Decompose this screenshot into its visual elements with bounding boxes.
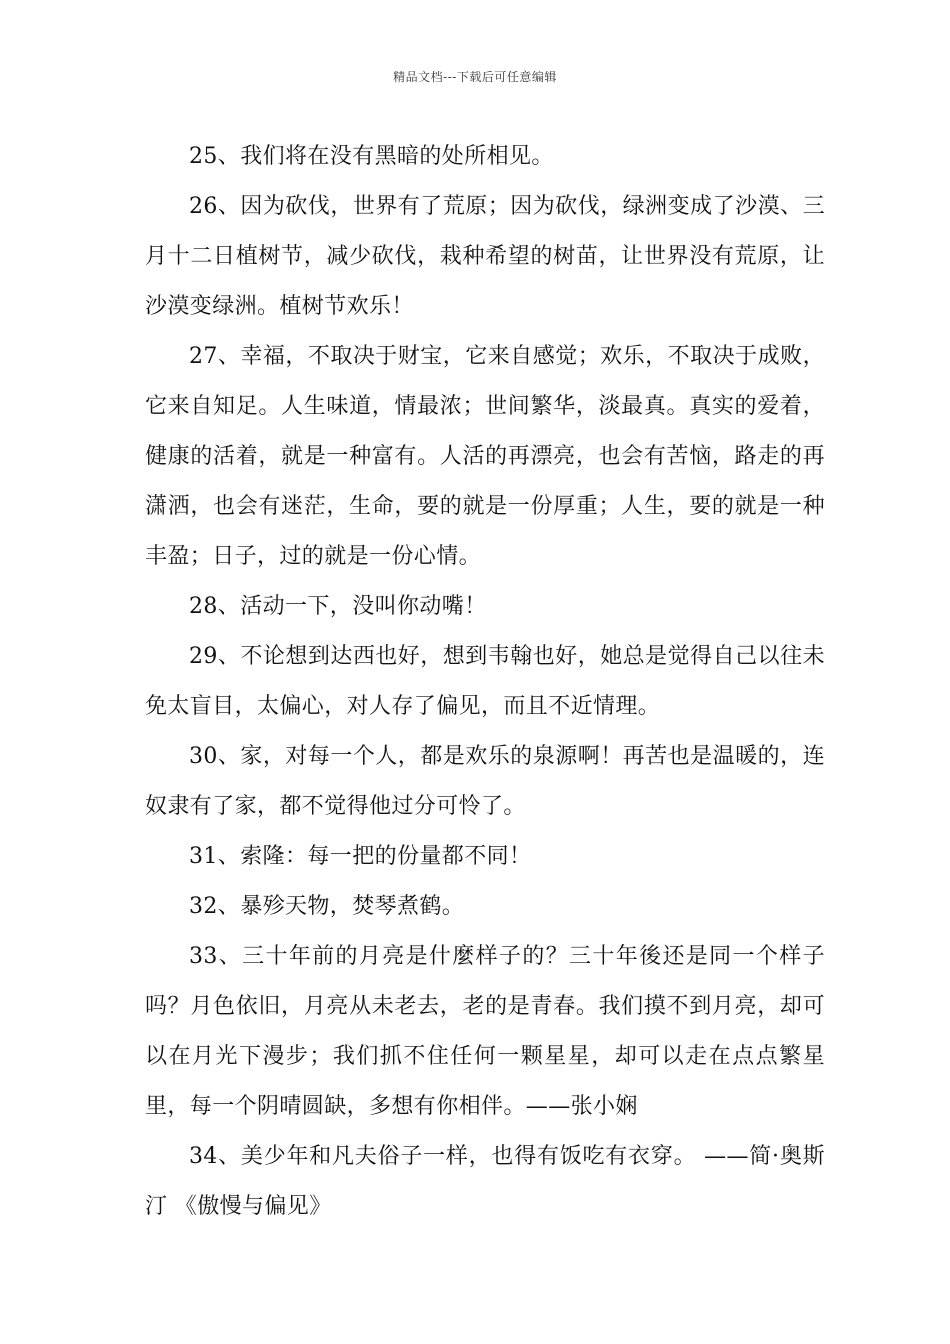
paragraph-29: 29、不论想到达西也好，想到韦翰也好，她总是觉得自己以往未免太盲目，太偏心，对人存了偏见，而且不近情理。 bbox=[145, 644, 825, 719]
paragraph-27: 27、幸福，不取决于财宝，它来自感觉；欢乐，不取决于成败，它来自知足。人生味道，情最浓；世间繁华，淡最真。真实的爱着，健康的活着，就是一种富有。人活的再漂亮，也会有苦恼，路走的再潇洒，也会有迷茫，生命，要的就是一份厚重；人生，要的就是一种丰盈；日子，过的就是一份心情。 bbox=[145, 344, 825, 569]
paragraph-33: 33、三十年前的月亮是什麼样子的？三十年後还是同一个样子吗？月色依旧，月亮从未老去，老的是青春。我们摸不到月亮，却可以在月光下漫步；我们抓不住任何一颗星星，却可以走在点点繁星里，每一个阴晴圆缺，多想有你相伴。——张小娴 bbox=[145, 944, 825, 1119]
paragraph-31: 31、索隆：每一把的份量都不同！ bbox=[189, 844, 532, 869]
page-header: 精品文档---下载后可任意编辑 bbox=[393, 70, 557, 84]
document-body bbox=[145, 132, 825, 1232]
paragraph-28: 28、活动一下，没叫你动嘴！ bbox=[189, 594, 487, 619]
paragraph-30: 30、家，对每一个人，都是欢乐的泉源啊！再苦也是温暖的，连奴隶有了家，都不觉得他过分可怜了。 bbox=[145, 744, 825, 819]
paragraph-25: 25、我们将在没有黑暗的处所相见。 bbox=[189, 144, 554, 169]
paragraph-32: 32、暴殄天物，焚琴煮鹤。 bbox=[189, 894, 465, 919]
paragraph-26: 26、因为砍伐，世界有了荒原；因为砍伐，绿洲变成了沙漠、三月十二日植树节，减少砍伐，栽种希望的树苗，让世界没有荒原，让沙漠变绿洲。植树节欢乐！ bbox=[145, 194, 825, 319]
paragraph-34: 34、美少年和凡夫俗子一样，也得有饭吃有衣穿。 ——简·奥斯汀 《傲慢与偏见》 bbox=[145, 1144, 825, 1219]
